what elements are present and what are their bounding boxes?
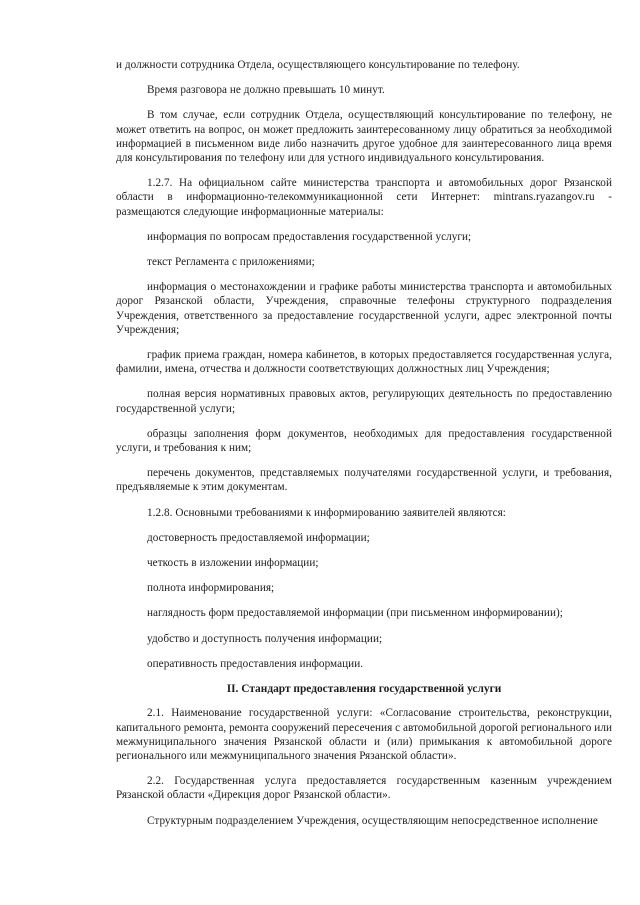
- list-item: оперативность предоставления информации.: [147, 657, 364, 670]
- list-item: информация о местонахождении и графике работы министерства транспорта и автомобильных дорог Рязанской области, Учреждения, справочные телефоны структурного подразделения Учреждения, ответственного за предоставление государственной услуги, адрес электронной почты Учреждения;: [116, 281, 612, 336]
- paragraph-2-1: 2.1. Наименование государственной услуги: «Согласование строительства, реконструкции, капитального ремонта, ремонта сооружений пересечения с автомобильной дорогой регионального или межмуниципального значения Рязанской области и (или) примыкания к автомобильной дороге регионального или межмуниципального значения Рязанской области».: [116, 707, 612, 762]
- paragraph-unable-to-answer: В том случае, если сотрудник Отдела, осуществляющий консультирование по телефону, не может ответить на вопрос, он может предложить заинтересованному лицу обратиться за необходимой информацией в письменном виде либо назначить другое удобное для заинтересованного лица время для консультирования по телефону или для устного индивидуального консультирования.: [116, 109, 612, 165]
- section-heading: II. Стандарт предоставления государственной услуги: [226, 683, 502, 696]
- list-item: образцы заполнения форм документов, необходимых для предоставления государственной услуги, и требования к ним;: [116, 427, 612, 455]
- paragraph-call-duration: Время разговора не должно превышать 10 минут.: [147, 84, 385, 97]
- list-item: текст Регламента с приложениями;: [147, 256, 315, 269]
- list-item: удобство и доступность получения информации;: [147, 632, 383, 645]
- list-item: перечень документов, представляемых получателями государственной услуги, и требования, предъявляемые к этим документам.: [116, 467, 612, 494]
- paragraph-1-2-7: 1.2.7. На официальном сайте министерства транспорта и автомобильных дорог Рязанской области в информационно-телекоммуникационной сети Интернет: mintrans.ryazangov.ru - размещаются следующие информационные материалы:: [116, 177, 612, 218]
- paragraph-structural-unit: Структурным подразделением Учреждения, осуществляющим непосредственное исполнение: [147, 814, 598, 827]
- list-item: наглядность форм предоставляемой информации (при письменном информировании);: [147, 607, 563, 620]
- list-item: полнота информирования;: [147, 582, 275, 595]
- paragraph-1-2-8: 1.2.8. Основными требованиями к информированию заявителей являются:: [147, 506, 506, 519]
- paragraph-2-2: 2.2. Государственная услуга предоставляется государственным казенным учреждением Рязанской области «Дирекция дорог Рязанской области».: [116, 775, 612, 802]
- list-item: полная версия нормативных правовых актов, регулирующих деятельность по предоставлению государственной услуги;: [116, 388, 612, 415]
- list-item: четкость в изложении информации;: [147, 557, 319, 570]
- paragraph-continuation: и должности сотрудника Отдела, осуществляющего консультирование по телефону.: [116, 59, 520, 71]
- list-item: достоверность предоставляемой информации;: [147, 531, 370, 544]
- list-item: график приема граждан, номера кабинетов, в которых предоставляется государственная услуга, фамилии, имена, отчества и должности соответствующих должностных лиц Учреждения;: [116, 349, 612, 376]
- list-item: информация по вопросам предоставления государственной услуги;: [147, 230, 472, 243]
